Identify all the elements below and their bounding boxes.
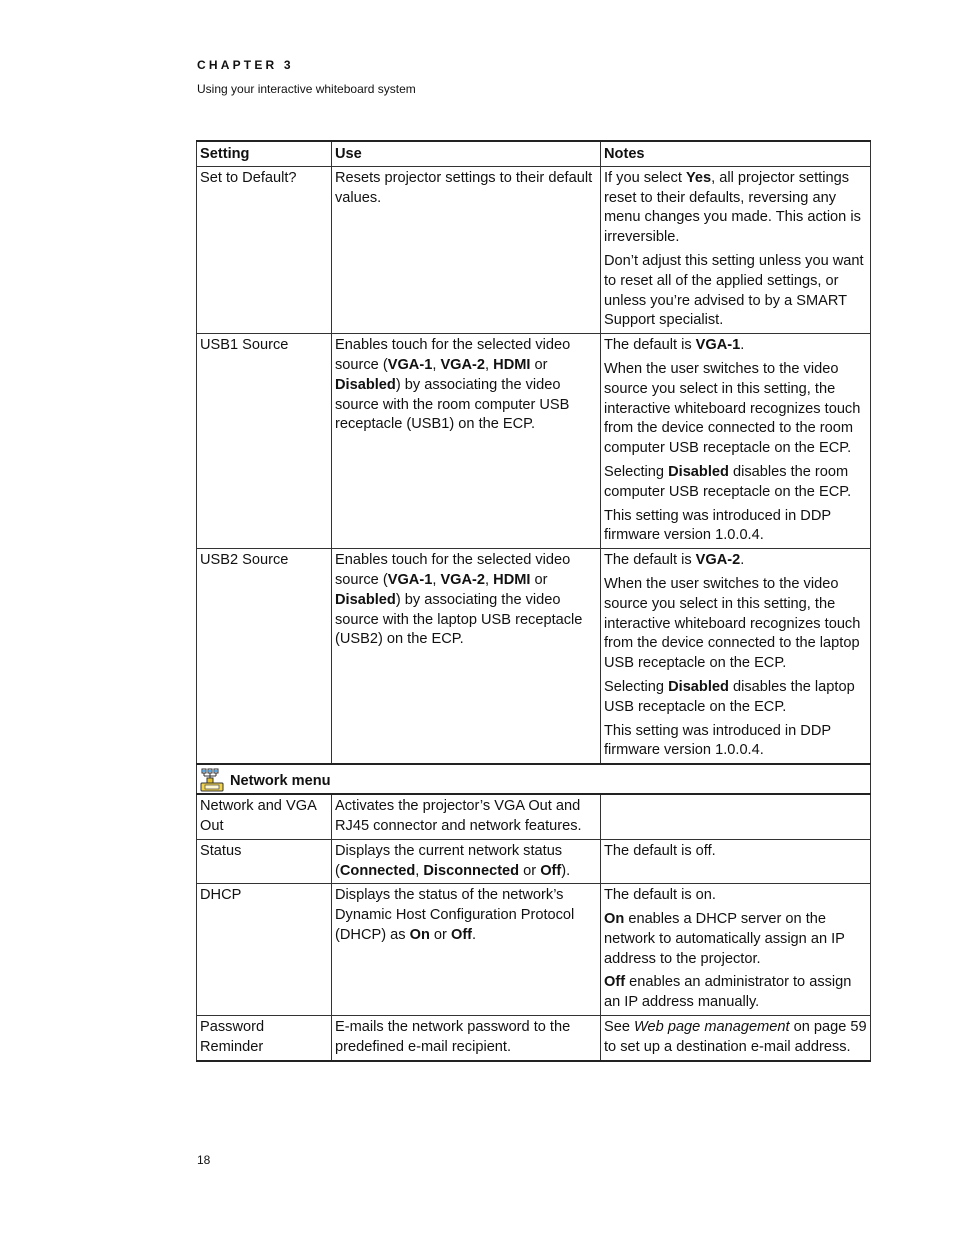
text-run: VGA-1	[387, 571, 433, 588]
text-run: VGA-2	[440, 571, 486, 588]
use-cell: Enables touch for the selected video source (VGA-1, VGA-2, HDMI or Disabled) by associating the video source with the room computer USB receptacle (USB1) on the ECP.	[332, 334, 601, 549]
setting-cell: Password Reminder	[197, 1016, 332, 1061]
column-header-notes: Notes	[601, 141, 871, 166]
text-run: VGA-2	[440, 356, 486, 373]
notes-paragraph: When the user switches to the video source you select in this setting, the interactive whiteboard recognizes touch from the device connected to the laptop USB receptacle on the ECP.	[604, 575, 861, 672]
text-run: Connected	[339, 862, 416, 879]
table-row	[197, 794, 871, 839]
chapter-label: CHAPTER 3	[197, 58, 294, 72]
section-row-network	[197, 764, 871, 794]
text-run: VGA-1	[695, 337, 741, 354]
text-run: Off	[450, 926, 473, 943]
setting-cell: USB2 Source	[197, 549, 332, 764]
notes-cell	[601, 839, 871, 884]
use-cell: Activates the projector’s VGA Out and RJ45 connector and network features.	[332, 794, 601, 839]
setting-cell: DHCP	[197, 884, 332, 1016]
table-row	[197, 166, 871, 333]
text-run: Disabled	[668, 678, 729, 695]
text-run: Disabled	[335, 591, 396, 608]
notes-cell	[601, 794, 871, 839]
text-run: Disabled	[668, 463, 729, 480]
text-run: Disabled	[335, 376, 396, 393]
column-header-use: Use	[332, 141, 601, 166]
notes-paragraph: If you select Yes, all projector settings reset to their defaults, reversing any menu changes you made. This action is irreversible.	[604, 169, 861, 246]
page-number: 18	[197, 1153, 211, 1167]
text-run: VGA-1	[387, 356, 433, 373]
notes-paragraph: The default is VGA-1.	[604, 337, 745, 354]
setting-cell: USB1 Source	[197, 334, 332, 549]
notes-paragraph: The default is off.	[604, 842, 716, 859]
section-cell	[197, 764, 871, 794]
text-run: Web page management	[634, 1019, 790, 1036]
table-row	[197, 1016, 871, 1061]
notes-paragraph: The default is on.	[604, 887, 716, 904]
notes-cell	[601, 884, 871, 1016]
column-header-setting: Setting	[197, 141, 332, 166]
notes-paragraph: See Web page management on page 59 to set up a destination e-mail address.	[604, 1019, 867, 1055]
notes-cell	[601, 549, 871, 764]
use-cell: Enables touch for the selected video source (VGA-1, VGA-2, HDMI or Disabled) by associating the video source with the laptop USB receptacle (USB2) on the ECP.	[332, 549, 601, 764]
section-label: Network menu	[230, 773, 331, 790]
text-run: Disconnected	[423, 862, 520, 879]
text-run: Off	[604, 974, 626, 991]
notes-paragraph: This setting was introduced in DDP firmware version 1.0.0.4.	[604, 722, 831, 759]
notes-paragraph: When the user switches to the video source you select in this setting, the interactive whiteboard recognizes touch from the device connected to the room computer USB receptacle on the ECP.	[604, 360, 861, 457]
table-header-row	[197, 141, 871, 166]
table-body-section	[197, 764, 871, 794]
text-run: Off	[540, 862, 562, 879]
use-cell: Resets projector settings to their default values.	[332, 166, 601, 333]
table-row	[197, 884, 871, 1016]
setting-cell: Set to Default?	[197, 166, 332, 333]
text-run: On	[409, 926, 430, 943]
table-row	[197, 334, 871, 549]
network-icon	[200, 768, 224, 792]
use-cell: Displays the status of the network’s Dynamic Host Configuration Protocol (DHCP) as On or Off.	[332, 884, 601, 1016]
notes-paragraph: This setting was introduced in DDP firmware version 1.0.0.4.	[604, 507, 831, 544]
use-cell: E-mails the network password to the predefined e-mail recipient.	[332, 1016, 601, 1061]
notes-paragraph: Don’t adjust this setting unless you want to reset all of the applied settings, or unless you’re advised to by a SMART Support specialist.	[604, 252, 864, 329]
chapter-subtitle: Using your interactive whiteboard system	[197, 82, 416, 96]
text-run: VGA-2	[695, 552, 741, 569]
table-row	[197, 839, 871, 884]
notes-paragraph: On enables a DHCP server on the network to automatically assign an IP address to the projector.	[604, 911, 845, 967]
text-run: HDMI	[493, 571, 531, 588]
notes-cell	[601, 1016, 871, 1061]
setting-cell: Network and VGA Out	[197, 794, 332, 839]
table-body-projector	[197, 166, 871, 764]
notes-paragraph: Selecting Disabled disables the room computer USB receptacle on the ECP.	[604, 463, 852, 500]
use-cell: Displays the current network status (Connected, Disconnected or Off).	[332, 839, 601, 884]
notes-cell	[601, 166, 871, 333]
notes-cell	[601, 334, 871, 549]
text-run: HDMI	[493, 356, 531, 373]
table-row	[197, 549, 871, 764]
table-body-network	[197, 794, 871, 1061]
notes-paragraph: Selecting Disabled disables the laptop USB receptacle on the ECP.	[604, 678, 855, 715]
text-run: On	[604, 911, 625, 928]
notes-paragraph: Off enables an administrator to assign an IP address manually.	[604, 974, 852, 1011]
text-run: Yes	[685, 169, 712, 186]
settings-table	[196, 140, 871, 1062]
setting-cell: Status	[197, 839, 332, 884]
notes-paragraph: The default is VGA-2.	[604, 552, 745, 569]
